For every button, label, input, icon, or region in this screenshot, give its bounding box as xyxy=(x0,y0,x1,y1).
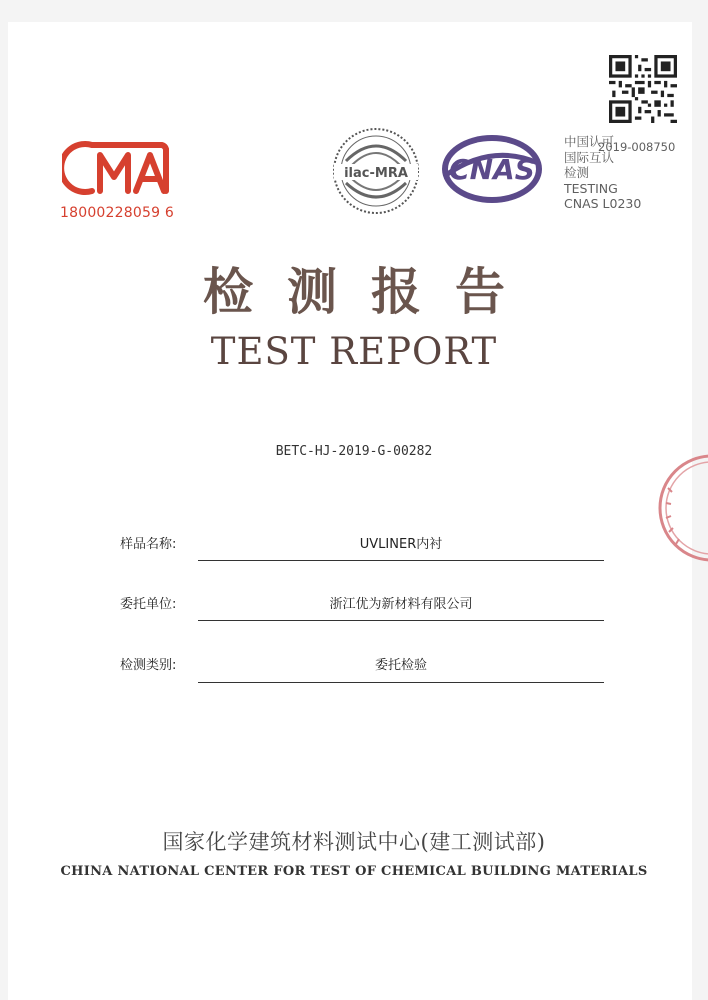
sample-name-value: UVLINER内衬 xyxy=(359,537,443,552)
svg-text:CNAS: CNAS xyxy=(449,153,535,186)
cnas-line: 中国认可 xyxy=(564,134,615,149)
ilac-mra-logo-icon xyxy=(330,127,422,215)
seal-stamp-icon xyxy=(650,448,708,568)
report-number: BETC-HJ-2019-G-00282 xyxy=(275,444,433,459)
qr-code-icon xyxy=(609,55,677,123)
svg-text:ilac-MRA: ilac-MRA xyxy=(344,166,408,181)
cnas-line: 检测 xyxy=(564,165,590,180)
institution-name-english: CHINA NATIONAL CENTER FOR TEST OF CHEMICAL BUILDING MATERIALS xyxy=(60,864,648,879)
cnas-logo-icon xyxy=(440,133,544,205)
cma-logo-icon xyxy=(62,137,170,199)
report-title-english: TEST REPORT xyxy=(210,330,498,373)
cnas-line: TESTING xyxy=(564,180,618,196)
client-label: 委托单位: xyxy=(120,597,177,612)
test-type-label: 检测类别: xyxy=(120,658,177,673)
cma-registration-number: 18000228059 6 xyxy=(60,205,174,221)
field-underline xyxy=(198,620,604,621)
test-type-value: 委托检验 xyxy=(374,658,427,673)
institution-name-chinese: 国家化学建筑材料测试中心(建工测试部) xyxy=(162,830,546,854)
client-value: 浙江优为新材料有限公司 xyxy=(329,597,473,612)
cnas-line: 国际互认 xyxy=(564,149,615,165)
report-title-chinese: 检测报告 xyxy=(203,262,539,321)
cnas-overlay-number: 2019-008750 xyxy=(598,140,676,154)
field-underline xyxy=(198,560,604,561)
field-underline xyxy=(198,682,604,683)
sample-name-label: 样品名称: xyxy=(120,537,177,552)
cnas-line: CNAS L0230 xyxy=(564,196,642,211)
